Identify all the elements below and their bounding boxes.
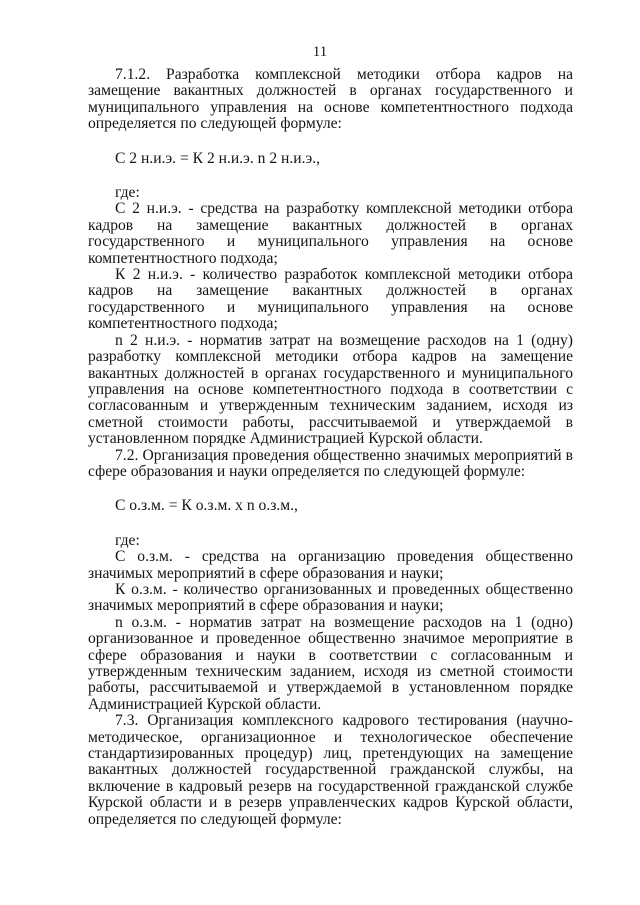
section-7-1-2-where: где: <box>115 184 140 202</box>
section-7-2-where: где: <box>115 531 140 549</box>
section-7-1-2-intro: 7.1.2. Разработка комплексной методики отбора кадров на замещение вакантных должностей в органах государственного и муниципального управления на основе компетентностного подхода определяется по следующей формуле: <box>88 66 573 133</box>
section-7-2-def-c: С о.з.м. - средства на организацию проведения общественно значимых мероприятий в сфере образования и науки; <box>88 548 573 582</box>
section-7-3-intro: 7.3. Организация комплексного кадрового тестирования (научно-методическое, организационное и технологическое обеспечение стандартизированных процедур) лиц, претендующих на замещение вакантных должностей государственной гражданской службы, на включение в кадровый резерв на государственной гражданской службе Курской области и в резерв управленческих кадров Курской области, определяется по следующей формуле: <box>88 712 573 828</box>
section-7-1-2-def-n: n 2 н.и.э. - норматив затрат на возмещение расходов на 1 (одну) разработку комплексной методики отбора кадров на замещение вакантных должностей в органах государственного и муниципального управления на основе компетентностного подхода в соответствии с согласованным и утвержденным техническим заданием, исходя из сметной стоимости работы, рассчитываемой и утверждаемой в установленном порядке Администрацией Курской области. <box>88 331 573 448</box>
section-7-1-2-def-k: К 2 н.и.э. - количество разработок комплексной методики отбора кадров на замещение вакантных должностей в органах государственного и муниципального управления на основе компетентностного подхода; <box>88 266 573 333</box>
page-number: 11 <box>312 44 328 60</box>
section-7-2-intro: 7.2. Организация проведения общественно значимых мероприятий в сфере образования и науки определяется по следующей формуле: <box>88 446 573 480</box>
section-7-2-def-k: К о.з.м. - количество организованных и проведенных общественно значимых мероприятий в сфере образования и науки; <box>88 580 573 615</box>
document-body <box>88 67 573 828</box>
section-7-2-formula: С о.з.м. = К о.з.м. х n о.з.м., <box>115 497 298 515</box>
section-7-2-def-n: n о.з.м. - норматив затрат на возмещение расходов на 1 (одно) организованное и проведенное общественно значимое мероприятие в сфере образования и науки в соответствии с согласованным и утвержденным техническим заданием, исходя из сметной стоимости работы, рассчитываемой и утверждаемой в установленном порядке Администрацией Курской области. <box>88 613 573 713</box>
section-7-1-2-formula: С 2 н.и.э. = К 2 н.и.э. n 2 н.и.э., <box>115 149 321 167</box>
section-7-1-2-def-c: С 2 н.и.э. - средства на разработку комплексной методики отбора кадров на замещение вакантных должностей в органах государственного и муниципального управления на основе компетентностного подхода; <box>88 200 573 267</box>
